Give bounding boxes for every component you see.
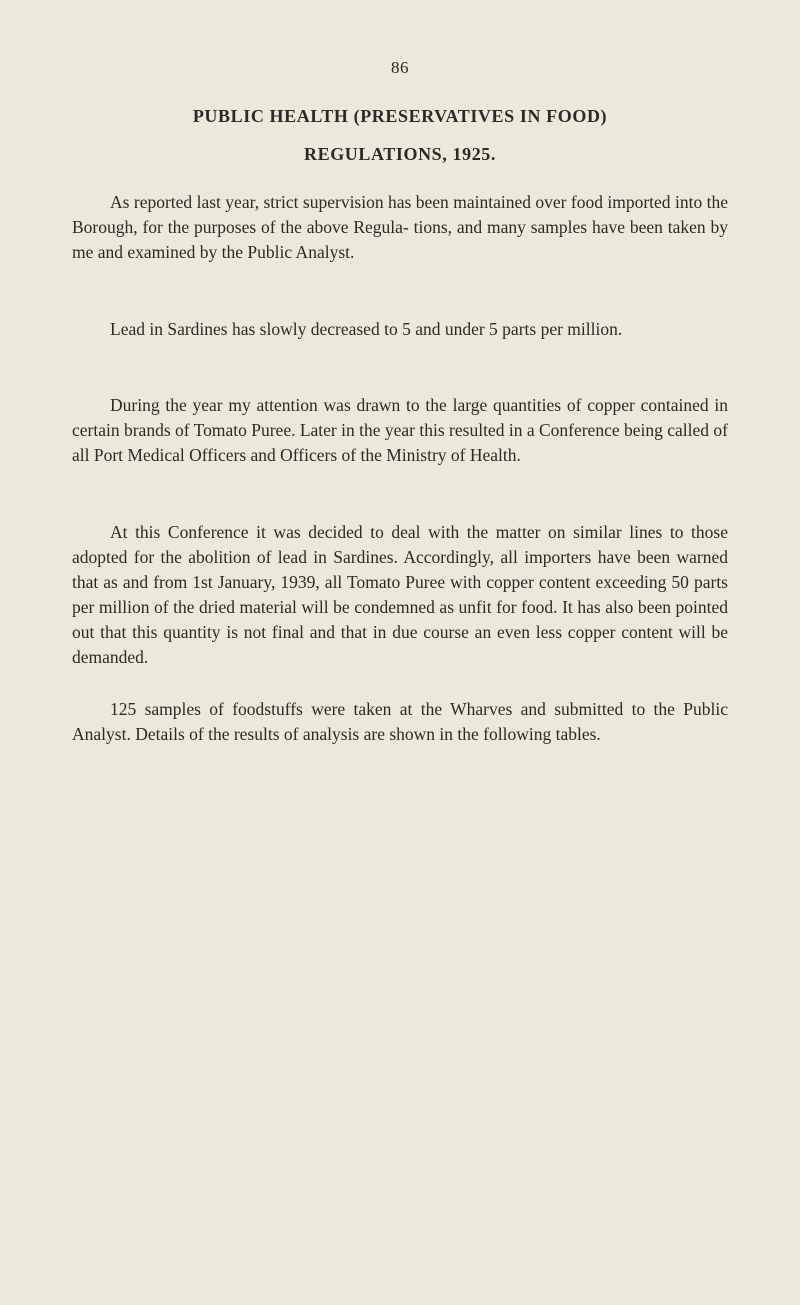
section-title-line-1: PUBLIC HEALTH (PRESERVATIVES IN FOOD) <box>192 106 608 126</box>
paragraph-supervision: As reported last year, strict supervision has been maintained over food imported into the Borough, for the purposes of the above Regula- tions, and many samples have been taken by me and examined by the Public Analyst. <box>72 192 728 262</box>
section-title-line-2: REGULATIONS, 1925. <box>304 144 496 164</box>
paragraph-samples-taken: 125 samples of foodstuffs were taken at the Wharves and submitted to the Public Analyst. Details of the results of analysis are shown in the following tables. <box>72 699 728 744</box>
page-number: 86 <box>391 58 409 77</box>
paragraph-conference-decision: At this Conference it was decided to deal with the matter on similar lines to those adopted for the abolition of lead in Sardines. Accordingly, all importers have been warned that as and from 1st January, 1939, all Tomato Puree with copper content exceeding 50 parts per million of the dried material will be condemned as unfit for food. It has also been pointed out that this quantity is not final and that in due course an even less copper content will be demanded. <box>72 522 728 667</box>
paragraph-lead-in-sardines: Lead in Sardines has slowly decreased to 5 and under 5 parts per million. <box>110 319 623 339</box>
paragraph-copper-tomato-puree: During the year my attention was drawn to the large quantities of copper contained in certain brands of Tomato Puree. Later in the year this resulted in a Conference being called of all Port Medical Officers and Officers of the Ministry of Health. <box>72 395 728 465</box>
